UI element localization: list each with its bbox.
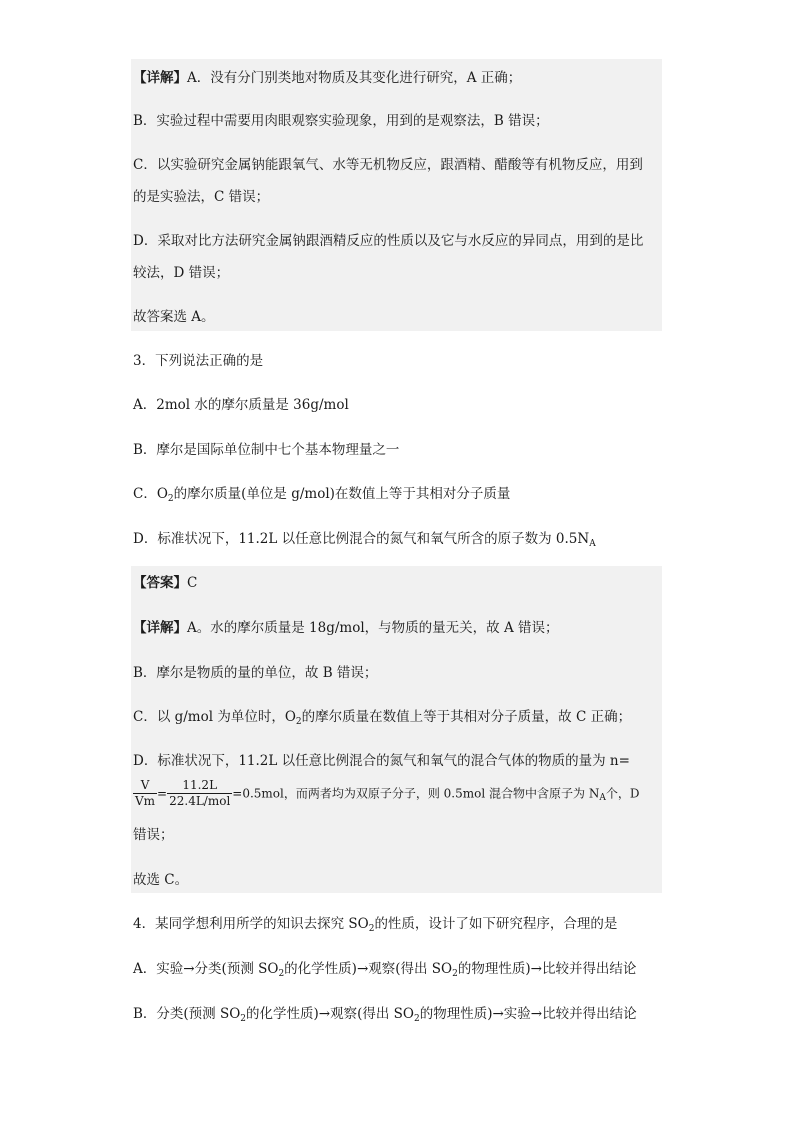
q4-option-a: A．实验→分类(预测 $SO_2$的化学性质)→观察(得出 $SO_2$的物理性质)→比较并得出结论 <box>133 961 637 979</box>
q3-detail-d-line3: 错误； <box>133 827 174 843</box>
q3-detail-d-line1: D．标准状况下，11.2L 以任意比例混合的氮气和氧气的混合气体的物质的量为 n= <box>133 753 630 769</box>
q3-option-c: C．$O_2$的摩尔质量(单位是 g/mol)在数值上等于其相对分子质量 <box>133 486 511 504</box>
q3-answer: 【答案】C <box>133 575 198 591</box>
fraction-volume-over-molar-volume: $\frac{11.2L}{\text{22.4L/mol}}$ <box>169 778 231 808</box>
detail-block-q3 <box>131 566 662 893</box>
q2-detail-b: B．实验过程中需要用肉眼观察实验现象，用到的是观察法，B 错误； <box>133 113 549 129</box>
q3-detail-c: C．以 g/mol 为单位时，$O_2$的摩尔质量在数值上等于其相对分子质量，故 C 正确； <box>133 709 632 727</box>
q2-detail-a: 【详解】A．没有分门别类地对物质及其变化进行研究，A 正确； <box>133 70 522 86</box>
q3-detail-b: B．摩尔是物质的量的单位，故 B 错误； <box>133 665 378 681</box>
q4-option-b: B．分类(预测 $SO_2$的化学性质)→观察(得出 $SO_2$的物理性质)→实验→比较并得出结论 <box>133 1006 637 1024</box>
q2-detail-c-line1: C．以实验研究金属钠能跟氧气、水等无机物反应，跟酒精、醋酸等有机物反应，用到 <box>133 157 643 173</box>
q2-detail-d-line2: 较法，D 错误； <box>133 265 230 281</box>
q2-conclusion: 故答案选 A。 <box>133 309 215 325</box>
q3-stem: 3．下列说法正确的是 <box>133 353 264 369</box>
q2-detail-d-line1: D．采取对比方法研究金属钠跟酒精反应的性质以及它与水反应的异同点，用到的是比 <box>133 233 644 249</box>
q3-detail-a: 【详解】A。水的摩尔质量是 18g/mol，与物质的量无关，故 A 错误； <box>133 620 559 636</box>
q3-option-d: D．标准状况下，11.2L 以任意比例混合的氮气和氧气所含的原子数为 $0.5N_A$ <box>133 531 596 549</box>
q2-detail-c-line2: 的是实验法，C 错误； <box>133 189 270 205</box>
q3-option-a: A．2mol 水的摩尔质量是 36g/mol <box>133 397 349 413</box>
q3-conclusion: 故选 C。 <box>133 872 189 888</box>
q3-option-b: B．摩尔是国际单位制中七个基本物理量之一 <box>133 442 400 458</box>
q3-formula-line: $\frac{V}{Vm}$ = $\frac{11.2L}{\text{22.4L/mol}}$ =0.5mol，而两者均为双原子分子，则 0.5mol 混合物中含原子为 $N_A$个，D <box>135 778 640 808</box>
q4-stem: 4．某同学想利用所学的知识去探究 $SO_2$的性质，设计了如下研究程序，合理的是 <box>133 916 618 934</box>
fraction-v-over-vm: $\frac{V}{Vm}$ <box>135 778 156 808</box>
